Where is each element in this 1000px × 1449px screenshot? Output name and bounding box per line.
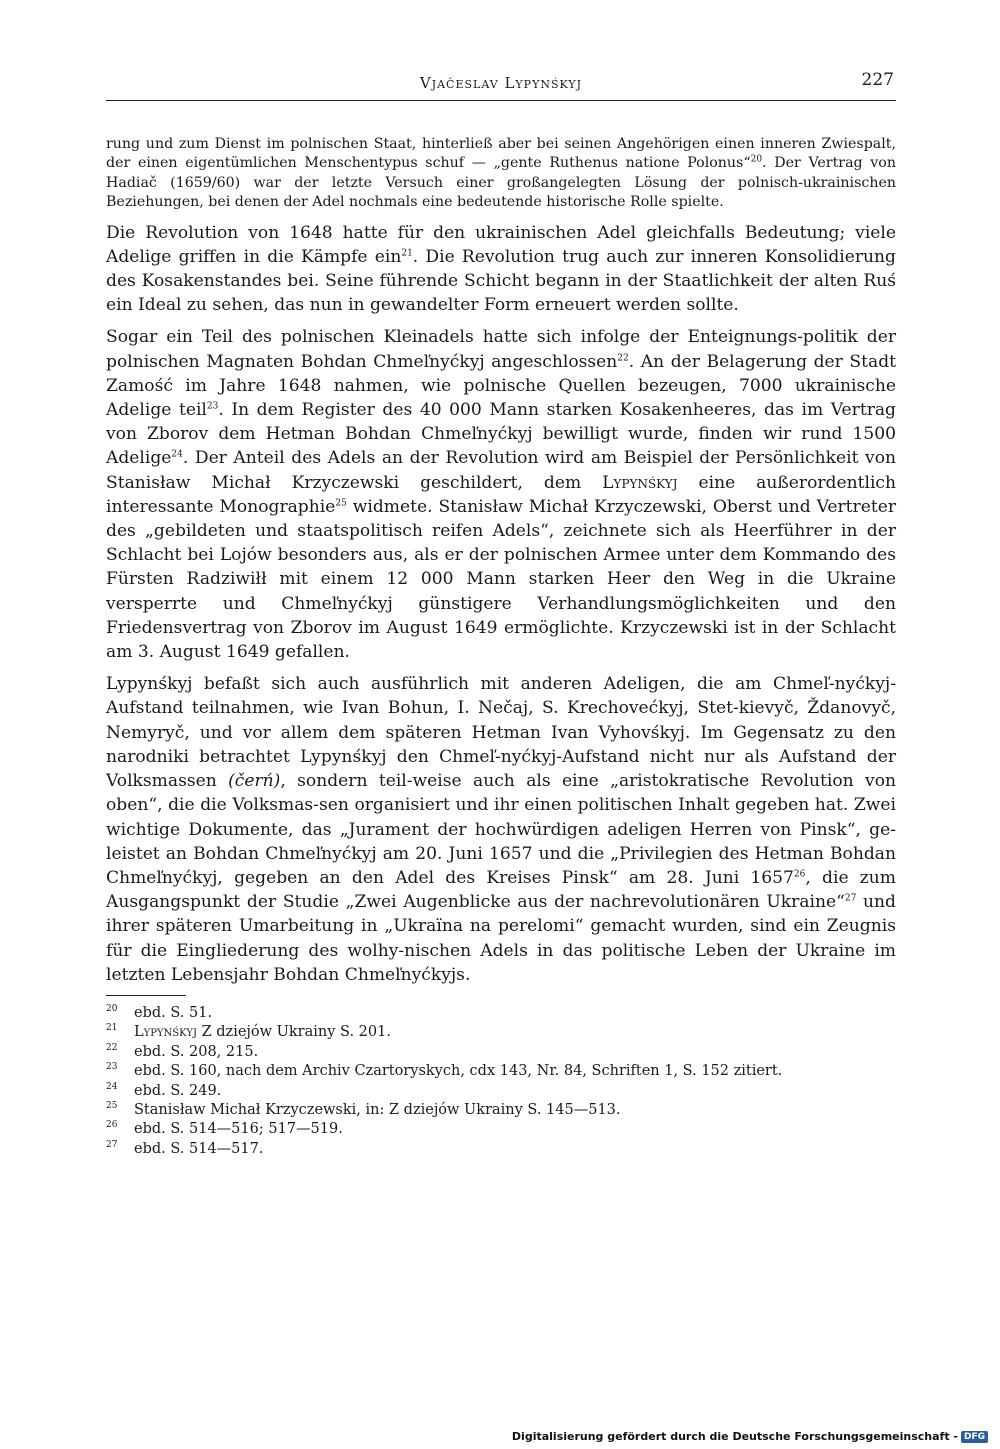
page-number: 227 bbox=[861, 70, 894, 90]
footnote-ref-23[interactable]: 23 bbox=[206, 401, 219, 412]
para3-italic-term: (čerń) bbox=[228, 771, 281, 792]
footnote-27 bbox=[106, 1140, 896, 1159]
footnote-20 bbox=[106, 1004, 896, 1023]
footnote-text: ebd. S. 160, nach dem Archiv Czartoryskych, cdx 143, Nr. 84, Schriften 1, S. 152 zitiert. bbox=[134, 1063, 783, 1080]
para3-text-a: Lypynśkyj befaßt sich auch ausführlich mit anderen Adeligen, die am Chmeľ-nyćkyj-Aufstand teilnahmen, wie Ivan Bohun, I. Nečaj, S. Krechovećkyj, Stet-kievyč, Ždanovyč, Nemyryč, und vor allem dem späteren Hetman Ivan Vyhovśkyj. Im Gegensatz zu den narodniki betrachtet Lypynśkyj den Chmeľ-nyćkyj-Aufstand nicht nur als Aufstand der Volksmassen bbox=[106, 674, 896, 792]
footnote-text: Z dziejów Ukrainy S. 201. bbox=[196, 1024, 391, 1041]
running-head: Vjačeslav Lypynśkyj bbox=[419, 74, 583, 92]
para2-text-e: eine außerordentlich interessante Monographie bbox=[106, 472, 897, 517]
intro-text-a: rung und zum Dienst im polnischen Staat, hinterließ aber bei seinen Angehörigen einen inneren Zwiespalt, der einen eigentümlichen Menschentypus schuf — „gente Ruthenus natione Polonus“ bbox=[106, 136, 896, 172]
footnote-26 bbox=[106, 1120, 896, 1139]
footnote-number: 21 bbox=[106, 1023, 118, 1034]
footnote-ref-26[interactable]: 26 bbox=[793, 869, 806, 880]
para2-text-c: . In dem Register des 40 000 Mann starken Kosakenheeres, das im Vertrag von Zborov dem Hetman Bohdan Chmeľnyćkyj bewilligt wurde, finden wir rund 1500 Adelige bbox=[106, 400, 897, 469]
footnotes bbox=[106, 1004, 896, 1159]
para2-text-b: . An der Belagerung der Stadt Zamość im Jahre 1648 nahmen, wie polnische Quellen bezeugen, 7000 ukrainische Adelige teil bbox=[106, 351, 897, 421]
footnote-text: ebd. S. 514—517. bbox=[134, 1140, 264, 1157]
footnote-25 bbox=[106, 1101, 896, 1120]
author-name-smallcaps: Lypynśkyj bbox=[602, 472, 678, 493]
page bbox=[106, 70, 896, 1159]
footnote-ref-22[interactable]: 22 bbox=[617, 352, 629, 363]
paragraph-3 bbox=[106, 672, 896, 987]
intro-text-b: . Der Vertrag von Hadiač (1659/60) war der letzte Versuch einer großangelegten Lösung der polnisch-ukrainischen Beziehungen, bei denen der Adel nochmals eine bedeutende historische Rolle spielte. bbox=[106, 155, 896, 211]
para2-text-a: Sogar ein Teil des polnischen Kleinadels hatte sich infolge der Enteignungs-politik der polnischen Magnaten Bohdan Chmeľnyćkyj angeschlossen bbox=[106, 327, 896, 372]
footnote-text: ebd. S. 51. bbox=[134, 1004, 213, 1021]
footnote-number: 20 bbox=[106, 1004, 118, 1015]
page-header bbox=[106, 70, 896, 101]
footnote-number: 27 bbox=[106, 1139, 118, 1150]
footnote-23 bbox=[106, 1062, 896, 1081]
footnote-24 bbox=[106, 1082, 896, 1101]
footer-credit: Digitalisierung gefördert durch die Deutsche Forschungsgemeinschaft - bbox=[511, 1430, 958, 1443]
footnote-number: 24 bbox=[106, 1081, 118, 1092]
para2-text-d: . Der Anteil des Adels an der Revolution wird am Beispiel der Persönlichkeit von Stanisław Michał Krzyczewski geschildert, dem bbox=[106, 448, 896, 493]
footnote-divider bbox=[106, 995, 186, 996]
para3-text-d: und ihrer späteren Umarbeitung in „Ukraïna na perelomi“ gemacht wurden, sind ein Zeugnis für die Eingliederung des wolhy-nischen Adels in das politische Leben der Ukraine im letzten Lebensjahr Bohdan Chmeľnyćkyjs. bbox=[106, 892, 896, 985]
footnote-21 bbox=[106, 1023, 896, 1042]
footnote-number: 22 bbox=[106, 1042, 118, 1053]
footnote-text: ebd. S. 514—516; 517—519. bbox=[134, 1121, 343, 1138]
footnote-author-smallcaps: Lypynśkyj bbox=[134, 1024, 197, 1041]
footnote-ref-21[interactable]: 21 bbox=[401, 248, 413, 259]
intro-paragraph bbox=[106, 135, 896, 213]
footnote-text: ebd. S. 208, 215. bbox=[134, 1043, 259, 1060]
dfg-logo: DFG bbox=[961, 1431, 988, 1443]
footnote-text: ebd. S. 249. bbox=[134, 1082, 222, 1099]
footnote-number: 23 bbox=[106, 1062, 118, 1073]
digitization-footer bbox=[512, 1430, 988, 1443]
footnote-ref-27[interactable]: 27 bbox=[844, 893, 857, 904]
footnote-ref-24[interactable]: 24 bbox=[171, 449, 183, 460]
para3-text-b: , sondern teil-weise auch als eine „aristokratische Revolution von oben“, die die Volksmas-sen organisiert und ihr einen politischen Inhalt gegeben hat. Zwei wichtige Dokumente, das „Jurament der hochwürdigen adeligen Herren von Pinsk“, ge-leistet an Bohdan Chmeľnyćkyj am 20. Juni 1657 und die „Privilegien des Hetman Bohdan Chmeľnyćkyj, gegeben an den Adel des Kreises Pinsk“ am 28. Juni 1657 bbox=[106, 771, 896, 888]
footnote-text: Stanisław Michał Krzyczewski, in: Z dziejów Ukrainy S. 145—513. bbox=[134, 1101, 621, 1118]
footnote-number: 26 bbox=[106, 1120, 118, 1131]
paragraph-2 bbox=[106, 325, 896, 664]
footnote-number: 25 bbox=[106, 1101, 118, 1112]
para1-text-b: . Die Revolution trug auch zur inneren Konsolidierung des Kosakenstandes bei. Seine führende Schicht begann in der Staatlichkeit der alten Ruś ein Ideal zu sehen, das nun in gewandelter Form erneuert werden sollte. bbox=[106, 246, 897, 316]
footnote-ref-20[interactable]: 20 bbox=[750, 154, 763, 165]
para2-text-f: widmete. Stanisław Michał Krzyczewski, Oberst und Vertreter des „gebildeten und staatspolitisch reifen Adels“, zeichnete sich als Heerführer in der Schlacht bei Lojów besonders aus, als er der polnischen Armee unter dem Kommando des Fürsten Radziwiłł mit einem 12 000 Mann starken Heer den Weg in die Ukraine versperrte und Chmeľnyćkyj günstigere Verhandlungsmöglichkeiten und den Friedensvertrag von Zborov im August 1649 ermöglichte. Krzyczewski ist in der Schlacht am 3. August 1649 gefallen. bbox=[106, 496, 896, 663]
para3-text-c: , die zum Ausgangspunkt der Studie „Zwei Augenblicke aus der nachrevolutionären Ukraine“ bbox=[106, 867, 896, 913]
footnote-22 bbox=[106, 1043, 896, 1062]
footnote-ref-25[interactable]: 25 bbox=[335, 498, 347, 509]
paragraph-1 bbox=[106, 221, 896, 318]
para1-text-a: Die Revolution von 1648 hatte für den ukrainischen Adel gleichfalls Bedeutung; viele Adelige griffen in die Kämpfe ein bbox=[106, 222, 896, 267]
